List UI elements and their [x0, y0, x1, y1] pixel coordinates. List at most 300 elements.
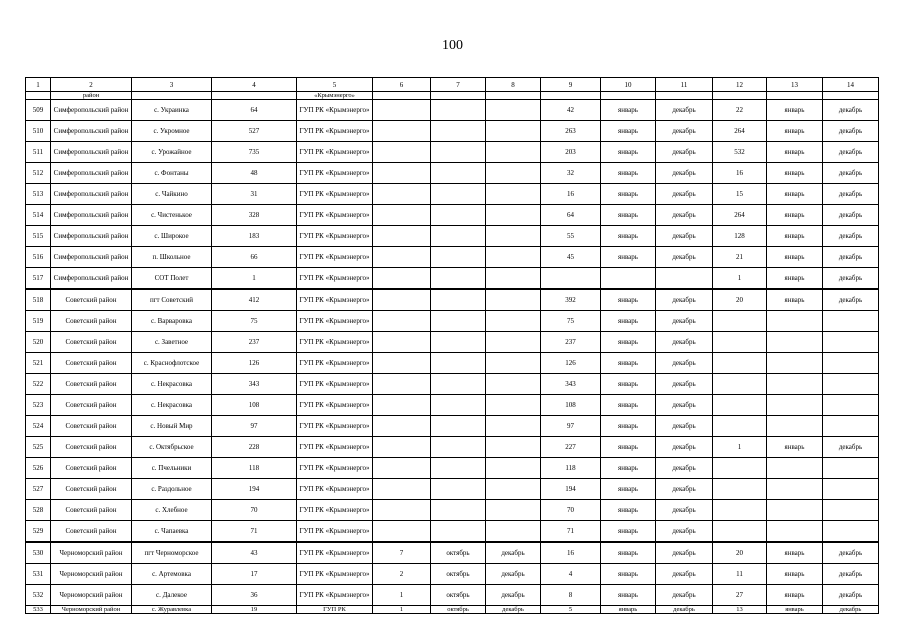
- table-cell: 70: [541, 500, 601, 521]
- table-cell: 526: [26, 458, 51, 479]
- table-row: [26, 289, 879, 311]
- table-cell: [486, 332, 541, 353]
- table-cell: [823, 521, 879, 543]
- table-cell: 412: [212, 289, 297, 311]
- table-cell: [486, 521, 541, 543]
- table-cell: январь: [767, 184, 823, 205]
- table-cell: [767, 416, 823, 437]
- table-cell: декабрь: [656, 142, 713, 163]
- table-cell: ГУП РК «Крымэнерго»: [297, 100, 373, 121]
- table-cell: с. Фонтаны: [132, 163, 212, 184]
- table-cell: [431, 521, 486, 543]
- table-cell: 264: [713, 205, 767, 226]
- table-cell: [373, 163, 431, 184]
- table-cell: с. Далекое: [132, 585, 212, 606]
- table-cell: декабрь: [656, 437, 713, 458]
- table-cell: ГУП РК «Крымэнерго»: [297, 268, 373, 290]
- table-cell: с. Широкое: [132, 226, 212, 247]
- table-cell: январь: [601, 500, 656, 521]
- table-row: [26, 226, 879, 247]
- table-cell: декабрь: [823, 226, 879, 247]
- table-cell: декабрь: [823, 268, 879, 290]
- table-cell: район: [51, 92, 132, 100]
- table-cell: декабрь: [656, 289, 713, 311]
- table-cell: январь: [601, 121, 656, 142]
- table-cell: 194: [541, 479, 601, 500]
- table-cell: [373, 142, 431, 163]
- table-cell: 22: [713, 100, 767, 121]
- table-cell: 118: [212, 458, 297, 479]
- table-cell: 13: [713, 606, 767, 614]
- table-cell: [767, 500, 823, 521]
- table-cell: [713, 458, 767, 479]
- table-cell: п. Школьное: [132, 247, 212, 268]
- table-cell: [373, 437, 431, 458]
- table-cell: Советский район: [51, 395, 132, 416]
- table-cell: ГУП РК «Крымэнерго»: [297, 142, 373, 163]
- table-cell: [431, 437, 486, 458]
- table-cell: [767, 521, 823, 543]
- table-cell: январь: [767, 289, 823, 311]
- table-cell: Советский район: [51, 374, 132, 395]
- table-cell: [541, 268, 601, 290]
- table-cell: [486, 163, 541, 184]
- table-cell: 528: [26, 500, 51, 521]
- table-cell: [373, 247, 431, 268]
- table-cell: Советский район: [51, 311, 132, 332]
- table-cell: январь: [601, 542, 656, 564]
- table-cell: [767, 374, 823, 395]
- table-cell: январь: [767, 268, 823, 290]
- table-cell: 264: [713, 121, 767, 142]
- column-header-11: 11: [656, 78, 713, 92]
- table-cell: январь: [767, 100, 823, 121]
- table-cell: декабрь: [656, 184, 713, 205]
- table-cell: [823, 353, 879, 374]
- table-row: [26, 564, 879, 585]
- table-cell: декабрь: [656, 521, 713, 543]
- table-cell: 43: [212, 542, 297, 564]
- column-header-9: 9: [541, 78, 601, 92]
- table-cell: декабрь: [823, 247, 879, 268]
- table-cell: 1: [212, 268, 297, 290]
- table-cell: 522: [26, 374, 51, 395]
- table-cell: декабрь: [656, 311, 713, 332]
- table-cell: январь: [601, 353, 656, 374]
- table-cell: [431, 374, 486, 395]
- table-cell: январь: [767, 606, 823, 614]
- table-cell: [486, 458, 541, 479]
- table-cell: [373, 289, 431, 311]
- table-cell: 392: [541, 289, 601, 311]
- table-cell: [431, 226, 486, 247]
- table-cell: декабрь: [486, 564, 541, 585]
- table-cell: [541, 92, 601, 100]
- table-cell: Симферопольский район: [51, 121, 132, 142]
- table-cell: январь: [767, 226, 823, 247]
- table-cell: ГУП РК «Крымэнерго»: [297, 479, 373, 500]
- table-cell: [713, 416, 767, 437]
- table-cell: [767, 332, 823, 353]
- table-cell: [212, 92, 297, 100]
- table-cell: [486, 226, 541, 247]
- table-cell: [713, 521, 767, 543]
- table-cell: январь: [601, 247, 656, 268]
- table-cell: Симферопольский район: [51, 247, 132, 268]
- table-cell: ГУП РК «Крымэнерго»: [297, 437, 373, 458]
- table-cell: 7: [373, 542, 431, 564]
- table-cell: 203: [541, 142, 601, 163]
- table-cell: 5: [541, 606, 601, 614]
- table-cell: 517: [26, 268, 51, 290]
- table-cell: ГУП РК «Крымэнерго»: [297, 416, 373, 437]
- table-cell: декабрь: [823, 289, 879, 311]
- table-cell: ГУП РК «Крымэнерго»: [297, 289, 373, 311]
- table-cell: с. Некрасовка: [132, 374, 212, 395]
- table-cell: январь: [767, 121, 823, 142]
- table-cell: [431, 92, 486, 100]
- table-cell: «Крымэнерго»: [297, 92, 373, 100]
- column-header-6: 6: [373, 78, 431, 92]
- table-cell: декабрь: [656, 353, 713, 374]
- table-row: [26, 121, 879, 142]
- table-cell: пгт Советский: [132, 289, 212, 311]
- table-cell: декабрь: [656, 374, 713, 395]
- table-cell: 55: [541, 226, 601, 247]
- table-cell: 45: [541, 247, 601, 268]
- table-cell: январь: [601, 163, 656, 184]
- table-cell: ГУП РК «Крымэнерго»: [297, 184, 373, 205]
- table-cell: декабрь: [656, 121, 713, 142]
- table-cell: ГУП РК «Крымэнерго»: [297, 585, 373, 606]
- table-cell: [486, 500, 541, 521]
- table-cell: Симферопольский район: [51, 205, 132, 226]
- table-cell: с. Заветное: [132, 332, 212, 353]
- table-cell: январь: [767, 205, 823, 226]
- table-cell: 16: [713, 163, 767, 184]
- table-cell: [656, 268, 713, 290]
- table-cell: [767, 458, 823, 479]
- table-cell: январь: [601, 521, 656, 543]
- table-cell: [132, 92, 212, 100]
- table-cell: январь: [601, 311, 656, 332]
- table-cell: с. Новый Мир: [132, 416, 212, 437]
- table-cell: [373, 100, 431, 121]
- table-cell: январь: [767, 247, 823, 268]
- table-cell: с. Краснофлотское: [132, 353, 212, 374]
- table-cell: октябрь: [431, 606, 486, 614]
- table-cell: [823, 92, 879, 100]
- table-cell: декабрь: [656, 542, 713, 564]
- table-cell: январь: [601, 226, 656, 247]
- table-cell: [431, 247, 486, 268]
- table-cell: [431, 163, 486, 184]
- table-cell: [823, 374, 879, 395]
- table-cell: ГУП РК «Крымэнерго»: [297, 311, 373, 332]
- table-cell: [713, 332, 767, 353]
- table-cell: 532: [26, 585, 51, 606]
- table-row: [26, 395, 879, 416]
- table-cell: декабрь: [823, 437, 879, 458]
- table-cell: Симферопольский район: [51, 142, 132, 163]
- table-cell: январь: [601, 205, 656, 226]
- table-cell: 15: [713, 184, 767, 205]
- table-cell: [431, 458, 486, 479]
- table-row: [26, 205, 879, 226]
- table-cell: 513: [26, 184, 51, 205]
- table-row: [26, 332, 879, 353]
- table-cell: декабрь: [656, 332, 713, 353]
- table-cell: 1: [373, 606, 431, 614]
- table-cell: январь: [601, 564, 656, 585]
- table-cell: ГУП РК «Крымэнерго»: [297, 247, 373, 268]
- table-cell: январь: [601, 289, 656, 311]
- table-cell: ГУП РК «Крымэнерго»: [297, 353, 373, 374]
- table-cell: декабрь: [656, 205, 713, 226]
- table-cell: [486, 92, 541, 100]
- table-cell: декабрь: [656, 479, 713, 500]
- table-cell: 532: [713, 142, 767, 163]
- table-cell: ГУП РК «Крымэнерго»: [297, 332, 373, 353]
- table-cell: 20: [713, 289, 767, 311]
- table-cell: 194: [212, 479, 297, 500]
- table-row: [26, 437, 879, 458]
- column-header-13: 13: [767, 78, 823, 92]
- table-cell: январь: [767, 585, 823, 606]
- table-cell: [26, 92, 51, 100]
- table-cell: 514: [26, 205, 51, 226]
- table-cell: 524: [26, 416, 51, 437]
- column-header-2: 2: [51, 78, 132, 92]
- table-cell: [373, 268, 431, 290]
- column-header-7: 7: [431, 78, 486, 92]
- table-cell: 237: [212, 332, 297, 353]
- table-cell: 16: [541, 542, 601, 564]
- table-row: [26, 268, 879, 290]
- table-cell: Советский район: [51, 437, 132, 458]
- table-cell: [431, 184, 486, 205]
- table-cell: Советский район: [51, 521, 132, 543]
- table-cell: ГУП РК «Крымэнерго»: [297, 205, 373, 226]
- table-cell: ГУП РК «Крымэнерго»: [297, 521, 373, 543]
- table-cell: [486, 121, 541, 142]
- table-cell: [486, 268, 541, 290]
- table-row: [26, 542, 879, 564]
- table-cell: [486, 479, 541, 500]
- table-row: [26, 163, 879, 184]
- table-row: [26, 142, 879, 163]
- table-cell: ГУП РК «Крымэнерго»: [297, 458, 373, 479]
- table-cell: Симферопольский район: [51, 163, 132, 184]
- table-cell: декабрь: [656, 247, 713, 268]
- table-cell: [486, 100, 541, 121]
- table-cell: январь: [601, 395, 656, 416]
- table-cell: с. Журавлевка: [132, 606, 212, 614]
- page-number: 100: [442, 38, 463, 53]
- table-cell: 530: [26, 542, 51, 564]
- table-cell: 521: [26, 353, 51, 374]
- table-cell: 343: [541, 374, 601, 395]
- table-cell: 516: [26, 247, 51, 268]
- table-cell: [713, 479, 767, 500]
- table-cell: 70: [212, 500, 297, 521]
- table-cell: [373, 416, 431, 437]
- table-cell: 510: [26, 121, 51, 142]
- table-row: [26, 416, 879, 437]
- table-row: [26, 500, 879, 521]
- table-cell: [713, 500, 767, 521]
- table-cell: [431, 353, 486, 374]
- table-cell: ГУП РК «Крымэнерго»: [297, 500, 373, 521]
- table-cell: 515: [26, 226, 51, 247]
- table-cell: [486, 311, 541, 332]
- table-row: [26, 311, 879, 332]
- table-cell: [713, 353, 767, 374]
- table-row: [26, 458, 879, 479]
- table-cell: [767, 353, 823, 374]
- table-cell: ГУП РК «Крымэнерго»: [297, 395, 373, 416]
- table-cell: 509: [26, 100, 51, 121]
- table-cell: 21: [713, 247, 767, 268]
- table-cell: январь: [601, 479, 656, 500]
- table-cell: 16: [541, 184, 601, 205]
- table-cell: с. Урожайное: [132, 142, 212, 163]
- table-cell: январь: [601, 332, 656, 353]
- table-cell: [767, 311, 823, 332]
- table-cell: Советский район: [51, 416, 132, 437]
- table-cell: Черноморский район: [51, 585, 132, 606]
- table-cell: с. Пчельники: [132, 458, 212, 479]
- table-cell: с. Чайкино: [132, 184, 212, 205]
- table-cell: [823, 458, 879, 479]
- table-cell: [713, 395, 767, 416]
- table-cell: [823, 311, 879, 332]
- table-cell: 71: [541, 521, 601, 543]
- table-cell: январь: [767, 437, 823, 458]
- table-cell: [656, 92, 713, 100]
- table-row: [26, 92, 879, 100]
- table-cell: 2: [373, 564, 431, 585]
- table-cell: [713, 92, 767, 100]
- table-cell: [486, 247, 541, 268]
- table-cell: 523: [26, 395, 51, 416]
- table-cell: 128: [713, 226, 767, 247]
- table-cell: декабрь: [656, 500, 713, 521]
- table-cell: 8: [541, 585, 601, 606]
- table-cell: [373, 374, 431, 395]
- table-cell: 735: [212, 142, 297, 163]
- table-cell: 75: [212, 311, 297, 332]
- table-cell: 263: [541, 121, 601, 142]
- table-cell: [486, 416, 541, 437]
- table-cell: январь: [601, 416, 656, 437]
- table-cell: с. Варваровка: [132, 311, 212, 332]
- table-cell: Симферопольский район: [51, 226, 132, 247]
- table-cell: январь: [767, 564, 823, 585]
- table-cell: [373, 184, 431, 205]
- table-cell: Советский район: [51, 353, 132, 374]
- table-cell: 511: [26, 142, 51, 163]
- table-cell: [431, 479, 486, 500]
- table-cell: 4: [541, 564, 601, 585]
- table-cell: декабрь: [656, 585, 713, 606]
- table-cell: 97: [541, 416, 601, 437]
- table-cell: ГУП РК «Крымэнерго»: [297, 163, 373, 184]
- table-cell: ГУП РК «Крымэнерго»: [297, 121, 373, 142]
- table-cell: ГУП РК «Крымэнерго»: [297, 374, 373, 395]
- table-cell: 66: [212, 247, 297, 268]
- table-cell: [601, 268, 656, 290]
- table-cell: январь: [601, 606, 656, 614]
- table-cell: 527: [212, 121, 297, 142]
- table-cell: 531: [26, 564, 51, 585]
- table-cell: [713, 311, 767, 332]
- table-cell: Советский район: [51, 500, 132, 521]
- table-cell: [486, 437, 541, 458]
- table-cell: 126: [212, 353, 297, 374]
- table-cell: декабрь: [656, 606, 713, 614]
- table-cell: [431, 332, 486, 353]
- table-cell: 1: [713, 437, 767, 458]
- table-cell: [431, 311, 486, 332]
- table-cell: ГУП РК «Крымэнерго»: [297, 226, 373, 247]
- table-cell: [486, 205, 541, 226]
- table-cell: 27: [713, 585, 767, 606]
- table-cell: [486, 289, 541, 311]
- column-header-14: 14: [823, 78, 879, 92]
- table-cell: [767, 92, 823, 100]
- column-header-1: 1: [26, 78, 51, 92]
- table-cell: 20: [713, 542, 767, 564]
- table-cell: январь: [767, 542, 823, 564]
- table-row: [26, 100, 879, 121]
- table-cell: 227: [541, 437, 601, 458]
- table-cell: Черноморский район: [51, 542, 132, 564]
- table-cell: 529: [26, 521, 51, 543]
- table-cell: [486, 395, 541, 416]
- table-cell: декабрь: [656, 226, 713, 247]
- column-header-12: 12: [713, 78, 767, 92]
- table-cell: [823, 500, 879, 521]
- table-cell: [431, 500, 486, 521]
- table-cell: декабрь: [823, 542, 879, 564]
- table-cell: 64: [541, 205, 601, 226]
- table-cell: [373, 205, 431, 226]
- table-cell: Черноморский район: [51, 606, 132, 614]
- table-cell: с. Хлебное: [132, 500, 212, 521]
- table-cell: 118: [541, 458, 601, 479]
- table-cell: [373, 92, 431, 100]
- table-cell: [823, 395, 879, 416]
- table-cell: 1: [713, 268, 767, 290]
- table-row: [26, 184, 879, 205]
- table-cell: 519: [26, 311, 51, 332]
- table-cell: январь: [601, 437, 656, 458]
- table-cell: с. Некрасовка: [132, 395, 212, 416]
- table-cell: с. Чапаевка: [132, 521, 212, 543]
- table-cell: 42: [541, 100, 601, 121]
- table-cell: [373, 395, 431, 416]
- table-cell: ГУП РК «Крымэнерго»: [297, 542, 373, 564]
- table-cell: [373, 332, 431, 353]
- table-cell: декабрь: [823, 163, 879, 184]
- column-header-10: 10: [601, 78, 656, 92]
- table-cell: Симферопольский район: [51, 268, 132, 290]
- table-cell: 48: [212, 163, 297, 184]
- table-cell: декабрь: [823, 564, 879, 585]
- table-cell: 343: [212, 374, 297, 395]
- table-cell: ГУП РК: [297, 606, 373, 614]
